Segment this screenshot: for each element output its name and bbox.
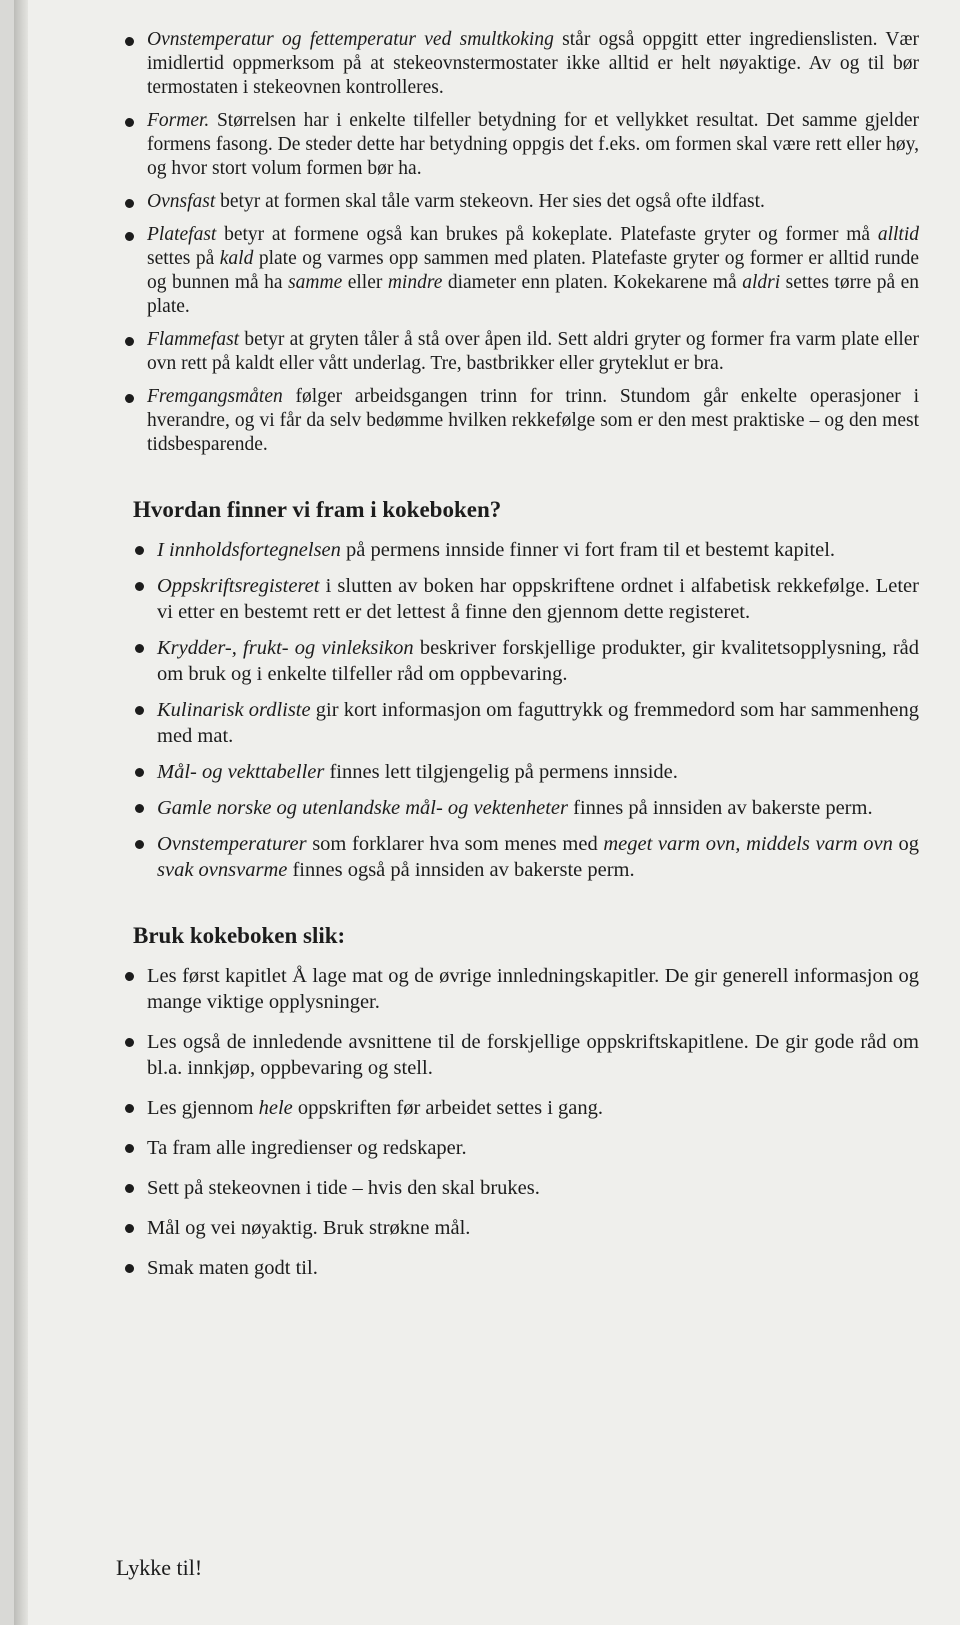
body-text: oppskriften før arbeidet settes i gang. (292, 1097, 604, 1119)
list-item (119, 190, 919, 214)
list-item (129, 537, 919, 563)
bullet-icon (125, 394, 134, 403)
emphasis-text: Ovnsfast (147, 191, 216, 212)
emphasis-text: Fremgangsmåten (147, 386, 283, 407)
list-item (119, 223, 919, 319)
body-text: Les også de innledende avsnittene til de forskjellige oppskriftskapitlene. De gir gode råd om bl.a. innkjøp, oppbevaring og stell. (147, 1031, 919, 1079)
page-edge-shadow (14, 0, 28, 1625)
list-item (119, 1175, 919, 1201)
body-text: Mål og vei nøyaktig. Bruk strøkne mål. (147, 1217, 471, 1239)
emphasis-text: Krydder-, frukt- og vinleksikon (157, 637, 414, 659)
emphasis-text: mindre (387, 272, 443, 293)
usage-list (119, 963, 919, 1281)
body-text: finnes lett tilgjengelig på permens innside. (324, 761, 678, 783)
body-text: følger arbeidsgangen trinn for trinn. Stundom går enkelte operasjoner i hverandre, og vi får da selv bedømme hvilken rekkefølge som er den mest praktiske – og den mest tidsbesparende. (147, 386, 919, 455)
navigation-list (119, 537, 919, 883)
bullet-icon (125, 1104, 134, 1113)
section-heading-find: Hvordan finner vi fram i kokeboken? (133, 497, 502, 522)
body-text: betyr at formen skal tåle varm stekeovn. Her sies det også ofte ildfast. (215, 191, 765, 212)
list-item (119, 328, 919, 376)
list-item (119, 28, 919, 100)
body-text: i slutten av boken har oppskriftene ordnet i alfabetisk rekkefølge. Leter vi etter en bestemt rett er det lettest å finne den gjennom dette registeret. (157, 575, 919, 623)
closing-text: Lykke til! (116, 1555, 203, 1580)
body-text: plate og varmes opp sammen med platen. Platefaste gryter og former er alltid runde og bunnen må ha (147, 248, 919, 293)
body-text: på permens innside finner vi fort fram til et bestemt kapitel. (340, 539, 836, 561)
emphasis-text: meget varm ovn, middels varm ovn (603, 833, 893, 855)
bullet-icon (125, 1038, 134, 1047)
bullet-icon (135, 546, 144, 555)
bullet-icon (125, 1184, 134, 1193)
list-item (119, 109, 919, 181)
body-text: beskriver forskjellige produkter, gir kvalitetsopplysning, råd om bruk og i enkelte tilfeller råd om oppbevaring. (157, 637, 919, 685)
emphasis-text: Flammefast (147, 329, 240, 350)
emphasis-text: Ovnstemperatur og fettemperatur ved smultkoking (147, 29, 554, 50)
body-text: finnes på innsiden av bakerste perm. (568, 797, 873, 819)
bullet-icon (135, 706, 144, 715)
body-text: står også oppgitt etter ingredienslisten. Vær imidlertid oppmerksom på at stekeovnstermostater ikke alltid er helt nøyaktige. Av og til bør termostaten i stekeovnen kontrolleres. (147, 29, 920, 98)
emphasis-text: I innholdsfortegnelsen (157, 539, 341, 561)
body-text: settes på (147, 248, 220, 269)
body-text: Les først kapitlet Å lage mat og de øvrige innledningskapitler. De gir generell informasjon og mange viktige opplysninger. (147, 965, 919, 1013)
bullet-icon (135, 840, 144, 849)
list-item (119, 1029, 919, 1081)
bullet-icon (135, 768, 144, 777)
bullet-icon (125, 232, 134, 241)
list-item (129, 635, 919, 687)
page-content (119, 28, 919, 1295)
body-text: gir kort informasjon om faguttrykk og fremmedord som har sammenheng med mat. (157, 699, 919, 747)
list-item (119, 385, 919, 457)
emphasis-text: kald (219, 248, 254, 269)
body-text: Sett på stekeovnen i tide – hvis den skal brukes. (147, 1177, 540, 1199)
emphasis-text: Former. (147, 110, 210, 131)
body-text: betyr at formene også kan brukes på kokeplate. Platefaste gryter og former må (216, 224, 878, 245)
body-text: eller (342, 272, 388, 293)
list-item (119, 1215, 919, 1241)
bullet-icon (125, 337, 134, 346)
bullet-icon (125, 1224, 134, 1233)
emphasis-text: alltid (877, 224, 919, 245)
list-item (119, 963, 919, 1015)
list-item (129, 759, 919, 785)
emphasis-text: Mål- og vekttabeller (157, 761, 325, 783)
emphasis-text: Ovnstemperaturer (157, 833, 307, 855)
body-text: som forklarer hva som menes med (306, 833, 604, 855)
list-item (119, 1095, 919, 1121)
body-text: og (892, 833, 919, 855)
book-page (14, 0, 960, 1625)
body-text: Les gjennom (147, 1097, 259, 1119)
body-text: Ta fram alle ingredienser og redskaper. (147, 1137, 467, 1159)
bullet-icon (125, 1264, 134, 1273)
bullet-icon (135, 804, 144, 813)
list-item (129, 573, 919, 625)
emphasis-text: Gamle norske og utenlandske mål- og vektenheter (157, 797, 569, 819)
body-text: Størrelsen har i enkelte tilfeller betydning for et vellykket resultat. Det samme gjelder formens fasong. De steder dette har betydning oppgis det f.eks. om formen skal være rett eller høy, og hvor stort volum formen bør ha. (147, 110, 919, 179)
list-item (129, 795, 919, 821)
bullet-icon (125, 972, 134, 981)
section-heading-usage: Bruk kokeboken slik: (133, 923, 346, 948)
emphasis-text: samme (288, 272, 343, 293)
body-text: betyr at gryten tåler å stå over åpen ild. Sett aldri gryter og former fra varm plate eller ovn rett på kaldt eller vått underlag. Tre, bastbrikker eller gryteklut er bra. (147, 329, 919, 374)
bullet-icon (125, 199, 134, 208)
body-text: diameter enn platen. Kokekarene må (442, 272, 743, 293)
body-text: finnes også på innsiden av bakerste perm. (287, 859, 635, 881)
emphasis-text: hele (258, 1097, 293, 1119)
list-item (119, 1135, 919, 1161)
bullet-icon (125, 37, 134, 46)
body-text: settes tørre på en plate. (147, 272, 919, 317)
emphasis-text: Platefast (147, 224, 217, 245)
tips-list (119, 28, 919, 457)
list-item (119, 1255, 919, 1281)
emphasis-text: Oppskriftsregisteret (157, 575, 320, 597)
emphasis-text: Kulinarisk ordliste (157, 699, 311, 721)
bullet-icon (125, 1144, 134, 1153)
list-item (129, 831, 919, 883)
bullet-icon (135, 582, 144, 591)
emphasis-text: svak ovnsvarme (157, 859, 288, 881)
bullet-icon (135, 644, 144, 653)
bullet-icon (125, 118, 134, 127)
list-item (129, 697, 919, 749)
body-text: Smak maten godt til. (147, 1257, 318, 1279)
emphasis-text: aldri (742, 272, 781, 293)
